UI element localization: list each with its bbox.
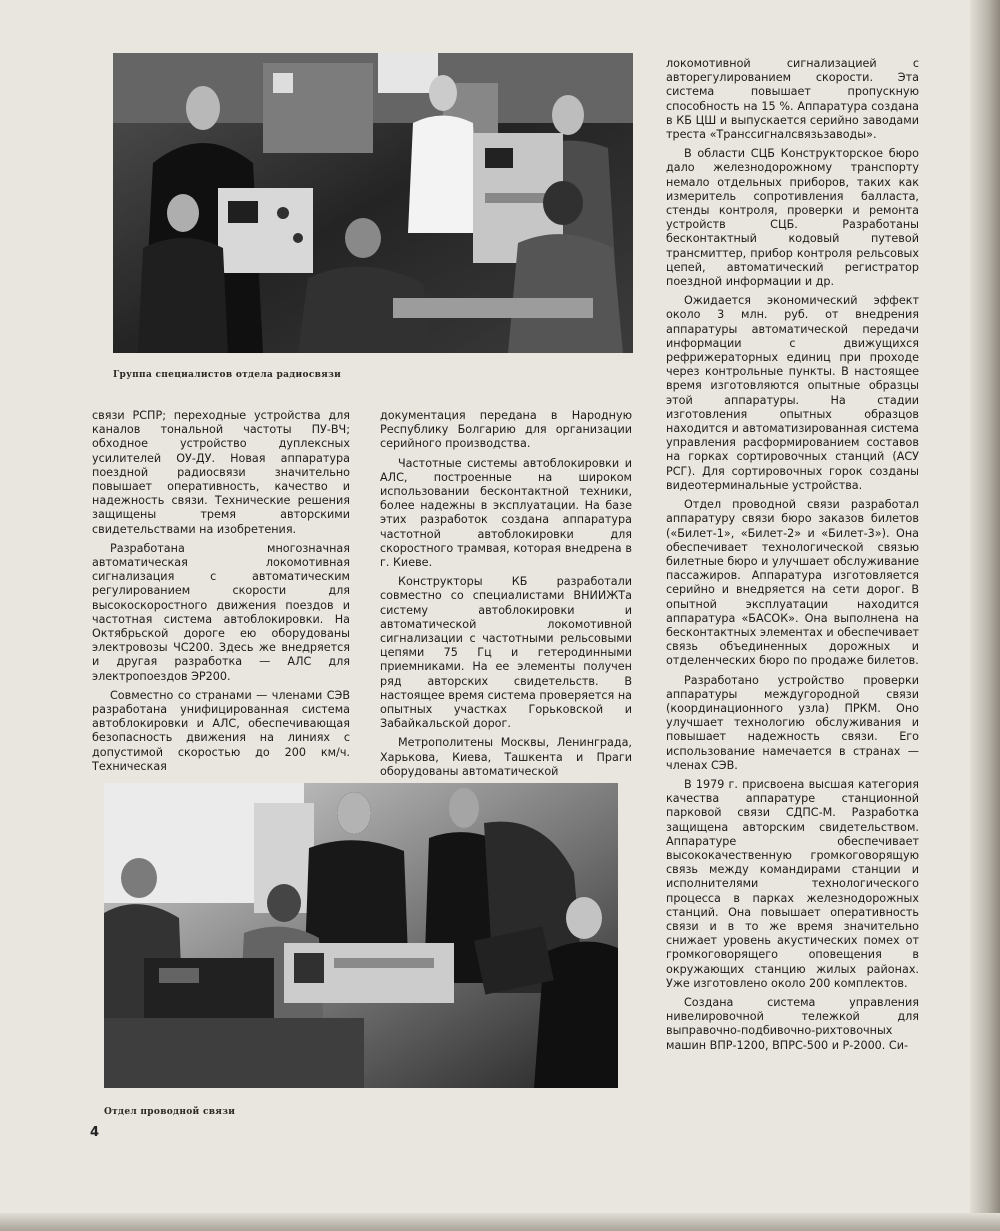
page-number: 4: [90, 1125, 100, 1140]
paragraph: В 1979 г. присвоена высшая категория качества аппаратуре станционной парковой связи СДПС-М. Разработка защищена авторским свидетельством. Аппаратуре обеспечивает высококачественную громкоговорящую связь между командирами станции и исполнителями технологического процесса в парках железнодорожных станций. Она повышает оперативность связи и в то же время значительно снижает уровень акустических помех от громкоговорящего оповещения в окружающих станцию жилых районах. Уже изготовлено около 200 комплектов.: [666, 777, 919, 990]
paragraph: Разработано устройство проверки аппаратуры междугородной связи (координационного узла) ПРКМ. Оно улучшает технологию обслуживания и повышает надежность связи. Его использование намечается в странах — членах СЭВ.: [666, 673, 919, 772]
photo-radio-department-caption: Группа специалистов отдела радиосвязи: [113, 370, 342, 380]
paragraph: документация передана в Народную Республику Болгарию для организации серийного производства.: [380, 409, 632, 451]
photo-radio-department: [113, 53, 633, 353]
paragraph: Метрополитены Москвы, Ленинграда, Харькова, Киева, Ташкента и Праги оборудованы автоматической: [380, 736, 632, 778]
photo-radio-department-image: [113, 53, 633, 353]
paragraph: Отдел проводной связи разработал аппаратуру связи бюро заказов билетов («Билет-1», «Билет-2» и «Билет-3»). Она обеспечивает технологической связью билетные бюро и улучшает обслуживание пассажиров. Аппаратура изготовляется серийно и внедряется на сети дорог. В опытной эксплуатации находится аппаратура «БАСОК». Она выполнена на бесконтактных элементах и обеспечивает связь объединенных дорожных и отделенческих бюро по продаже билетов.: [666, 498, 919, 668]
page-edge-shadow: [970, 0, 1000, 1231]
paragraph: Конструкторы КБ разработали совместно со специалистами ВНИИЖТа систему автоблокировки и автоматической локомотивной сигнализации с частотными рельсовыми цепями 75 Гц и гетеродинными приемниками. На ее элементы получен ряд авторских свидетельств. В настоящее время система проверяется на опытных участках Горьковской и Забайкальской дорог.: [380, 575, 632, 731]
paragraph: локомотивной сигнализацией с авторегулированием скорости. Эта система повышает пропускную способность на 15 %. Аппаратура создана в КБ ЦШ и выпускается серийно заводами треста «Транссигналсвязьзаводы».: [666, 57, 919, 142]
paragraph: Совместно со странами — членами СЭВ разработана унифицированная система автоблокировки и АЛС, обеспечивающая безопасность движения на линиях с допустимой скоростью до 200 км/ч. Техническая: [92, 688, 350, 773]
paragraph: В области СЦБ Конструкторское бюро дало железнодорожному транспорту немало отдельных приборов, таких как измеритель сопротивления балласта, стенды контроля, проверки и ремонта устройств СЦБ. Разработаны бесконтактный кодовый путевой трансмиттер, прибор контроля рельсовых цепей, автоматический регистратор поездной информации и др.: [666, 147, 919, 289]
paragraph: Создана система управления нивелировочной тележкой для выправочно-подбивочно-рихтовочных машин ВПР-1200, ВПРС-500 и Р-2000. Си-: [666, 996, 919, 1052]
paragraph: связи РСПР; переходные устройства для каналов тональной частоты ПУ-ВЧ; обходное устройство дуплексных усилителей ОУ-ДУ. Новая аппаратура поездной радиосвязи значительно повышает оперативность, качество и надежность связи. Технические решения защищены тремя авторскими свидетельствами на изобретения.: [92, 409, 350, 536]
page-bottom-shadow: [0, 1213, 1000, 1231]
paragraph: Разработана многозначная автоматическая локомотивная сигнализация с автоматическим регулированием скорости для высокоскоростного движения поездов и частотная система автоблокировки. На Октябрьской дороге ею оборудованы электровозы ЧС200. Здесь же внедряется и другая разработка — АЛС для электропоездов ЭР200.: [92, 541, 350, 683]
text-column-right: [666, 57, 919, 1058]
photo-wired-department-image: [104, 783, 618, 1088]
text-column-left: [92, 409, 350, 779]
paragraph: Частотные системы автоблокировки и АЛС, построенные на широком использовании бесконтактной техники, более надежны в эксплуатации. На базе этих разработок создана аппаратура частотной автоблокировки для скоростного трамвая, которая внедрена в г. Киеве.: [380, 456, 632, 570]
photo-wired-department-caption: Отдел проводной связи: [104, 1107, 236, 1117]
paragraph: Ожидается экономический эффект около 3 млн. руб. от внедрения аппаратуры автоматической передачи информации с движущихся рефрижераторных единиц при проходе через контрольные пункты. В настоящее время изготовляются опытные образцы этой аппаратуры. На стадии изготовления опытных образцов находится и автоматизированная система управления расформированием составов на горках сортировочных станций (АСУ РСГ). Для сортировочных горок созданы видеотерминальные устройства.: [666, 294, 919, 492]
photo-wired-department: [104, 783, 618, 1088]
text-column-middle: [380, 409, 632, 784]
